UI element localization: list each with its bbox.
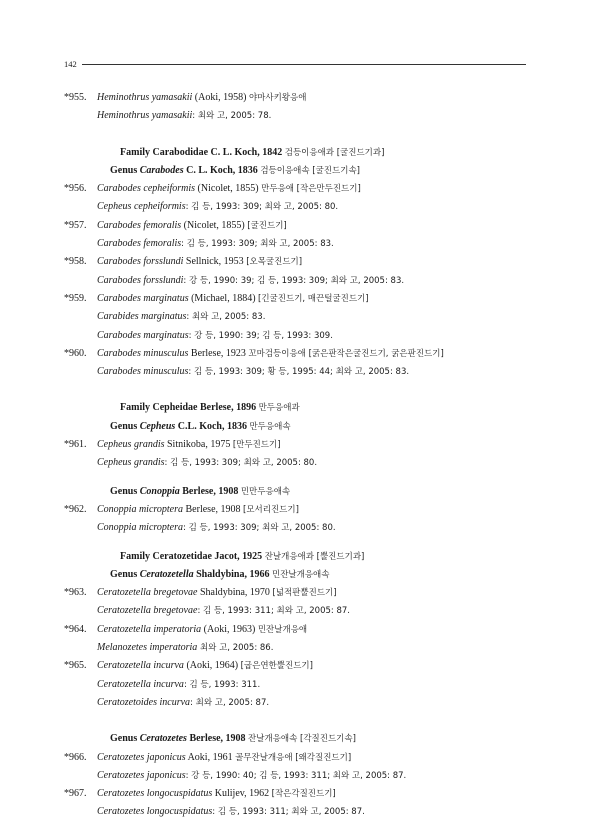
section-gap xyxy=(64,538,544,548)
species-name: Carabodes femoralis xyxy=(97,219,182,231)
species-name: Cepheus grandis xyxy=(97,439,165,451)
synonym-name: Carabodes marginatus xyxy=(97,329,189,341)
korean-name: [넓적판뿔진드기] xyxy=(272,588,337,599)
reference-citation: 최와 고, 2005: 86. xyxy=(197,643,274,654)
genus-label: Genus xyxy=(110,568,138,580)
korean-name: 골무잔날개응애 [왜각질진드기] xyxy=(235,752,352,763)
species-author: (Michael, 1884) xyxy=(191,292,256,304)
korean-name: 민잔날개응애 xyxy=(257,624,308,635)
family-heading xyxy=(64,399,544,417)
species-list xyxy=(64,89,544,822)
korean-name: [굽은연한뿔진드기] xyxy=(240,661,313,672)
species-author: (Aoki, 1958) xyxy=(194,92,247,103)
species-name: Ceratozetella incurva xyxy=(97,660,184,672)
synonym-name: Carabodes minusculus xyxy=(97,366,189,378)
korean-name: [모서리진드기] xyxy=(243,504,299,515)
korean-name: [오목굴진드기] xyxy=(246,257,303,268)
species-name: Carabodes marginatus xyxy=(97,292,189,304)
entry-number: *965. xyxy=(64,660,87,672)
species-entry xyxy=(64,436,544,454)
species-entry xyxy=(64,345,544,363)
species-author: Sitnikoba, 1975 xyxy=(167,439,231,451)
page-number: 142 xyxy=(64,59,77,69)
genus-korean-name: 잔날개응애속 [각질진드기속] xyxy=(248,734,356,745)
species-entry xyxy=(64,657,544,675)
genus-heading xyxy=(64,162,544,180)
species-entry xyxy=(64,253,544,271)
entry-number: *961. xyxy=(64,439,87,451)
synonym-reference xyxy=(64,235,544,253)
korean-name: 야마사키왕응애 xyxy=(248,93,307,103)
reference-citation: : 강 등, 1990: 39; 김 등, 1993: 309. xyxy=(188,330,333,341)
species-entry xyxy=(64,621,544,639)
genus-korean-name: 민만두응애속 xyxy=(240,486,291,497)
species-author: Kulijev, 1962 xyxy=(214,788,270,800)
entry-number: *958. xyxy=(64,256,87,268)
synonym-reference xyxy=(64,107,544,125)
species-author: Aoki, 1961 xyxy=(187,751,233,763)
genus-name: Cepheus xyxy=(139,420,176,432)
genus-heading xyxy=(64,566,544,584)
family-label: Family Ceratozetidae Jacot, 1925 xyxy=(120,550,263,562)
entry-number: *957. xyxy=(64,219,87,231)
section-gap xyxy=(64,473,544,483)
species-name: Carabodes forsslundi xyxy=(97,256,184,268)
entry-number: *960. xyxy=(64,347,87,359)
synonym-name: Ceratozetes japonicus xyxy=(97,769,186,781)
family-label: Family Carabodidae C. L. Koch, 1842 xyxy=(120,146,283,158)
synonym-reference xyxy=(64,327,544,345)
reference-citation: : 김 등, 1993: 311; 최와 고, 2005: 87. xyxy=(212,807,365,818)
genus-author: Shaldybina, 1966 xyxy=(196,568,270,580)
genus-heading xyxy=(64,418,544,436)
species-author: (Aoki, 1964) xyxy=(186,660,239,672)
species-name: Carabodes cepheiformis xyxy=(97,183,196,195)
reference-citation: : 김 등, 1993: 311; 최와 고, 2005: 87. xyxy=(197,606,350,617)
korean-name: 만두응애 [작은만두진드기] xyxy=(261,184,361,195)
synonym-name: Melanozetes imperatoria xyxy=(97,642,198,654)
species-author: (Nicolet, 1855) xyxy=(197,183,259,195)
reference-citation: : 최와 고, 2005: 83. xyxy=(186,312,266,323)
korean-name: [긴굴진드기, 매끈털굴진드기] xyxy=(258,293,369,304)
synonym-name: Ceratozetella incurva xyxy=(97,678,184,690)
synonym-name: Ceratozetes longocuspidatus xyxy=(97,806,213,818)
genus-label: Genus xyxy=(110,733,138,745)
reference-citation: : 강 등, 1990: 40; 김 등, 1993: 311; 최와 고, 2005: 87. xyxy=(185,770,407,781)
reference-citation: : 김 등, 1993: 309; 황 등, 1995: 44; 최와 고, 2005: 83. xyxy=(188,367,410,378)
korean-name: [만두진드기] xyxy=(232,440,281,451)
species-entry xyxy=(64,501,544,519)
page-header xyxy=(64,58,526,72)
genus-name: Ceratozetella xyxy=(139,568,194,580)
genus-author: Berlese, 1908 xyxy=(182,485,239,497)
species-author: Shaldybina, 1970 xyxy=(199,587,270,599)
species-name: Conoppia microptera xyxy=(97,503,184,515)
reference-citation: : 최와 고, 2005: 78. xyxy=(192,111,272,122)
entry-number: *967. xyxy=(64,788,87,800)
korean-name: [굴진드기] xyxy=(247,220,287,231)
synonym-reference xyxy=(64,519,544,537)
genus-korean-name: 만두응애속 xyxy=(249,421,291,432)
genus-korean-name: 민잔날개응애속 xyxy=(272,569,330,580)
synonym-name: Cepheus grandis xyxy=(97,457,165,469)
species-entry xyxy=(64,584,544,602)
reference-citation: : 최와 고, 2005: 87. xyxy=(190,697,270,708)
genus-heading xyxy=(64,730,544,748)
species-entry xyxy=(64,290,544,308)
species-entry xyxy=(64,749,544,767)
synonym-reference xyxy=(64,363,544,381)
entry-number: *956. xyxy=(64,183,87,195)
reference-citation: : 강 등, 1990: 39; 김 등, 1993: 309; 최와 고, 2005: 83. xyxy=(183,275,405,286)
genus-korean-name: 검등이응애속 [굴진드기속] xyxy=(260,165,360,176)
genus-author: Berlese, 1908 xyxy=(189,733,246,745)
entry-number: *966. xyxy=(64,751,87,763)
korean-name: [작은각질진드기] xyxy=(271,789,336,800)
entry-number: *963. xyxy=(64,587,87,599)
species-name: Carabodes minusculus xyxy=(97,347,189,359)
species-name: Ceratozetella bregetovae xyxy=(97,587,198,599)
entry-number: *955. xyxy=(64,92,87,103)
synonym-name: Ceratozetella bregetovae xyxy=(97,605,198,617)
synonym-reference xyxy=(64,198,544,216)
synonym-name: Heminothrus yamasakii xyxy=(97,110,193,122)
genus-label: Genus xyxy=(110,485,138,497)
species-name: Ceratozetes longocuspidatus xyxy=(97,788,213,800)
genus-name: Conoppia xyxy=(139,485,180,497)
synonym-reference xyxy=(64,308,544,326)
entry-number: *962. xyxy=(64,503,87,515)
synonym-reference xyxy=(64,694,544,712)
genus-author: C. L. Koch, 1836 xyxy=(186,164,258,176)
section-gap xyxy=(64,126,544,144)
species-entry xyxy=(64,180,544,198)
species-entry xyxy=(64,217,544,235)
genus-heading xyxy=(64,483,544,501)
genus-author: C.L. Koch, 1836 xyxy=(177,420,247,432)
species-entry xyxy=(64,785,544,803)
species-author: Berlese, 1923 xyxy=(190,347,246,359)
synonym-reference xyxy=(64,639,544,657)
species-name: Ceratozetes japonicus xyxy=(97,751,186,763)
entry-number: *964. xyxy=(64,623,87,635)
synonym-reference xyxy=(64,676,544,694)
entry-number: *959. xyxy=(64,292,87,304)
family-korean-name: 검등이응애과 [굴진드기과] xyxy=(284,147,385,158)
reference-citation: : 김 등, 1993: 309; 최와 고, 2005: 83. xyxy=(181,239,334,250)
reference-citation: : 김 등, 1993: 309; 최와 고, 2005: 80. xyxy=(183,523,336,534)
species-author: (Aoki, 1963) xyxy=(203,623,256,635)
header-rule xyxy=(82,64,526,65)
reference-citation: : 김 등, 1993: 309; 최와 고, 2005: 80. xyxy=(164,458,318,469)
genus-label: Genus xyxy=(110,420,138,432)
synonym-name: Carabodes femoralis xyxy=(97,238,182,250)
species-author: (Nicolet, 1855) xyxy=(183,219,245,231)
reference-citation: : 김 등, 1993: 311. xyxy=(183,679,261,690)
family-heading xyxy=(64,548,544,566)
synonym-reference xyxy=(64,272,544,290)
synonym-reference xyxy=(64,454,544,472)
family-label: Family Cepheidae Berlese, 1896 xyxy=(120,402,257,414)
genus-name: Ceratozetes xyxy=(139,733,187,745)
family-heading xyxy=(64,144,544,162)
synonym-name: Cepheus cepheiformis xyxy=(97,201,186,213)
species-author: Sellnick, 1953 xyxy=(185,256,244,268)
section-gap xyxy=(64,381,544,399)
family-korean-name: 만두응애과 xyxy=(258,403,300,414)
synonym-name: Carabodes forsslundi xyxy=(97,274,184,286)
synonym-reference xyxy=(64,602,544,620)
synonym-name: Ceratozetoides incurva xyxy=(97,696,191,708)
species-name: Heminothrus yamasakii xyxy=(97,92,193,103)
section-gap xyxy=(64,712,544,730)
species-author: Berlese, 1908 xyxy=(185,503,241,515)
synonym-name: Carabides marginatus xyxy=(97,311,187,323)
reference-citation: : 김 등, 1993: 309; 최와 고, 2005: 80. xyxy=(185,202,339,213)
synonym-reference xyxy=(64,803,544,821)
korean-name: 꼬마검등이응애 [굵은판작은굴진드기, 굵은판진드기] xyxy=(248,348,444,359)
synonym-reference xyxy=(64,767,544,785)
synonym-name: Conoppia microptera xyxy=(97,522,184,534)
family-korean-name: 잔날개응애과 [뿔진드기과] xyxy=(264,551,365,562)
species-entry xyxy=(64,89,544,107)
species-name: Ceratozetella imperatoria xyxy=(97,623,202,635)
genus-label: Genus xyxy=(110,164,138,176)
genus-name: Carabodes xyxy=(139,164,184,176)
